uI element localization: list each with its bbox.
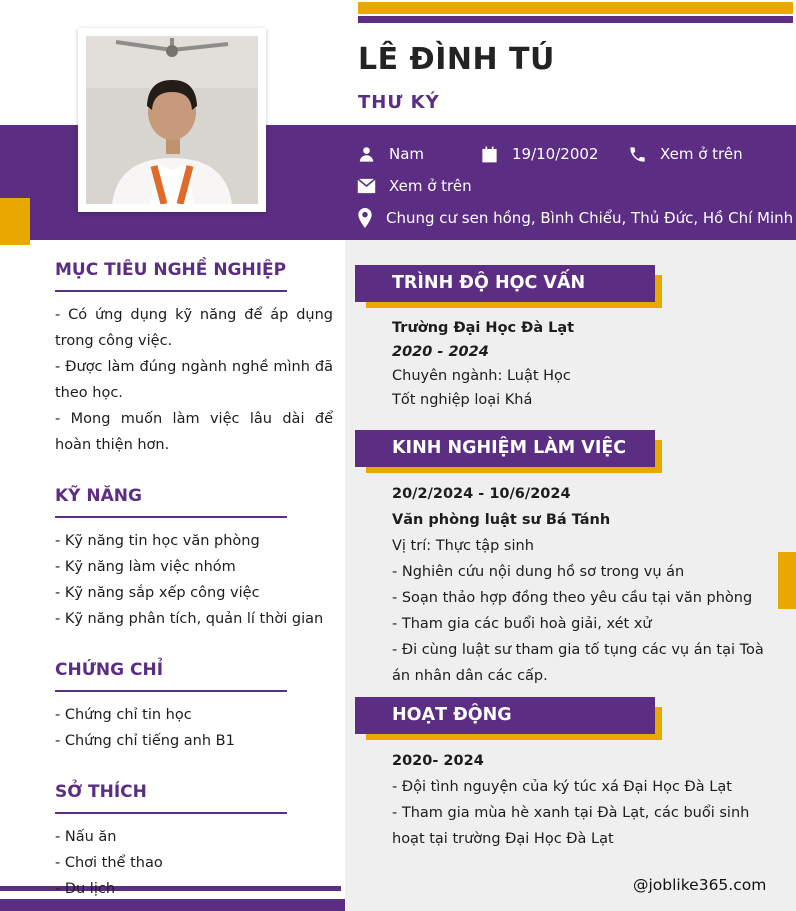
section-hobbies-body xyxy=(55,824,333,902)
education-grade: Tốt nghiệp loại Khá xyxy=(392,392,533,408)
experience-role: Vị trí: Thực tập sinh xyxy=(392,538,534,554)
site-watermark: @joblike365.com xyxy=(633,876,767,894)
certificate-item: - Chứng chỉ tiếng anh B1 xyxy=(55,733,235,749)
location-pin-icon xyxy=(357,208,373,228)
section-skills xyxy=(55,486,333,632)
skill-item: - Kỹ năng sắp xếp công việc xyxy=(55,585,260,601)
section-experience-body xyxy=(392,481,784,689)
hobby-item: - Nấu ăn xyxy=(55,829,117,845)
section-objective xyxy=(55,260,333,458)
contact-address xyxy=(357,206,793,230)
right-column xyxy=(345,240,796,911)
hobby-item: - Du lịch xyxy=(55,881,116,897)
skill-item: - Kỹ năng tin học văn phòng xyxy=(55,533,260,549)
section-certificates-body xyxy=(55,702,333,754)
section-activities-body xyxy=(392,748,784,852)
section-education-body xyxy=(392,316,784,412)
contact-gender-value: Nam xyxy=(389,145,425,163)
experience-item: - Tham gia các buổi hoà giải, xét xử xyxy=(392,616,652,632)
section-experience-header: KINH NGHIỆM LÀM VIỆC xyxy=(355,430,655,467)
section-hobbies xyxy=(55,782,333,902)
contact-birthday xyxy=(480,142,598,166)
contact-gender xyxy=(357,142,424,166)
person-icon xyxy=(357,145,376,164)
experience-company: Văn phòng luật sư Bá Tánh xyxy=(392,512,611,528)
skill-item: - Kỹ năng làm việc nhóm xyxy=(55,559,236,575)
left-column xyxy=(55,260,333,902)
activities-period: 2020- 2024 xyxy=(392,753,484,769)
objective-item: - Được làm đúng ngành nghề mình đã theo học. xyxy=(55,359,333,401)
contact-birthday-value: 19/10/2002 xyxy=(512,145,599,163)
section-hobbies-title: SỞ THÍCH xyxy=(55,782,287,814)
phone-icon xyxy=(628,145,647,164)
top-purple-bar xyxy=(358,16,793,23)
candidate-name: LÊ ĐÌNH TÚ xyxy=(358,42,555,77)
contact-email-value: Xem ở trên xyxy=(389,177,472,195)
section-skills-body xyxy=(55,528,333,632)
activity-item: - Tham gia mùa hè xanh tại Đà Lạt, các buổi sinh hoạt tại trường Đại Học Đà Lạt xyxy=(392,805,750,847)
activity-item: - Đội tình nguyện của ký túc xá Đại Học Đà Lạt xyxy=(392,779,732,795)
section-objective-title: MỤC TIÊU NGHỀ NGHIỆP xyxy=(55,260,287,292)
experience-item: - Soạn thảo hợp đồng theo yêu cầu tại văn phòng xyxy=(392,590,753,606)
section-objective-body xyxy=(55,302,333,458)
hobby-item: - Chơi thể thao xyxy=(55,855,163,871)
contact-phone xyxy=(628,142,743,166)
section-education-header: TRÌNH ĐỘ HỌC VẤN xyxy=(355,265,655,302)
section-activities-header: HOẠT ĐỘNG xyxy=(355,697,655,734)
top-gold-bar xyxy=(358,2,793,14)
experience-item: - Đi cùng luật sư tham gia tố tụng các vụ án tại Toà án nhân dân các cấp. xyxy=(392,642,764,684)
profile-photo xyxy=(78,28,266,212)
objective-item: - Mong muốn làm việc lâu dài để hoàn thiện hơn. xyxy=(55,411,333,453)
section-skills-title: KỸ NĂNG xyxy=(55,486,287,518)
gold-accent-right xyxy=(778,552,796,609)
contact-email xyxy=(357,174,472,198)
education-period: 2020 - 2024 xyxy=(392,344,489,360)
education-school: Trường Đại Học Đà Lạt xyxy=(392,320,575,336)
calendar-icon xyxy=(480,145,499,164)
certificate-item: - Chứng chỉ tin học xyxy=(55,707,192,723)
objective-item: - Có ứng dụng kỹ năng để áp dụng trong công việc. xyxy=(55,307,333,349)
education-major: Chuyên ngành: Luật Học xyxy=(392,368,571,384)
profile-photo-image xyxy=(86,36,258,204)
mail-icon xyxy=(357,178,376,194)
section-certificates xyxy=(55,660,333,754)
experience-item: - Nghiên cứu nội dung hồ sơ trong vụ án xyxy=(392,564,685,580)
contact-address-value: Chung cư sen hồng, Bình Chiểu, Thủ Đức, Hồ Chí Minh xyxy=(386,209,794,227)
contact-phone-value: Xem ở trên xyxy=(660,145,743,163)
section-certificates-title: CHỨNG CHỈ xyxy=(55,660,287,692)
skill-item: - Kỹ năng phân tích, quản lí thời gian xyxy=(55,611,324,627)
job-title: THƯ KÝ xyxy=(358,92,440,113)
gold-accent-left xyxy=(0,198,30,245)
experience-period: 20/2/2024 - 10/6/2024 xyxy=(392,486,571,502)
